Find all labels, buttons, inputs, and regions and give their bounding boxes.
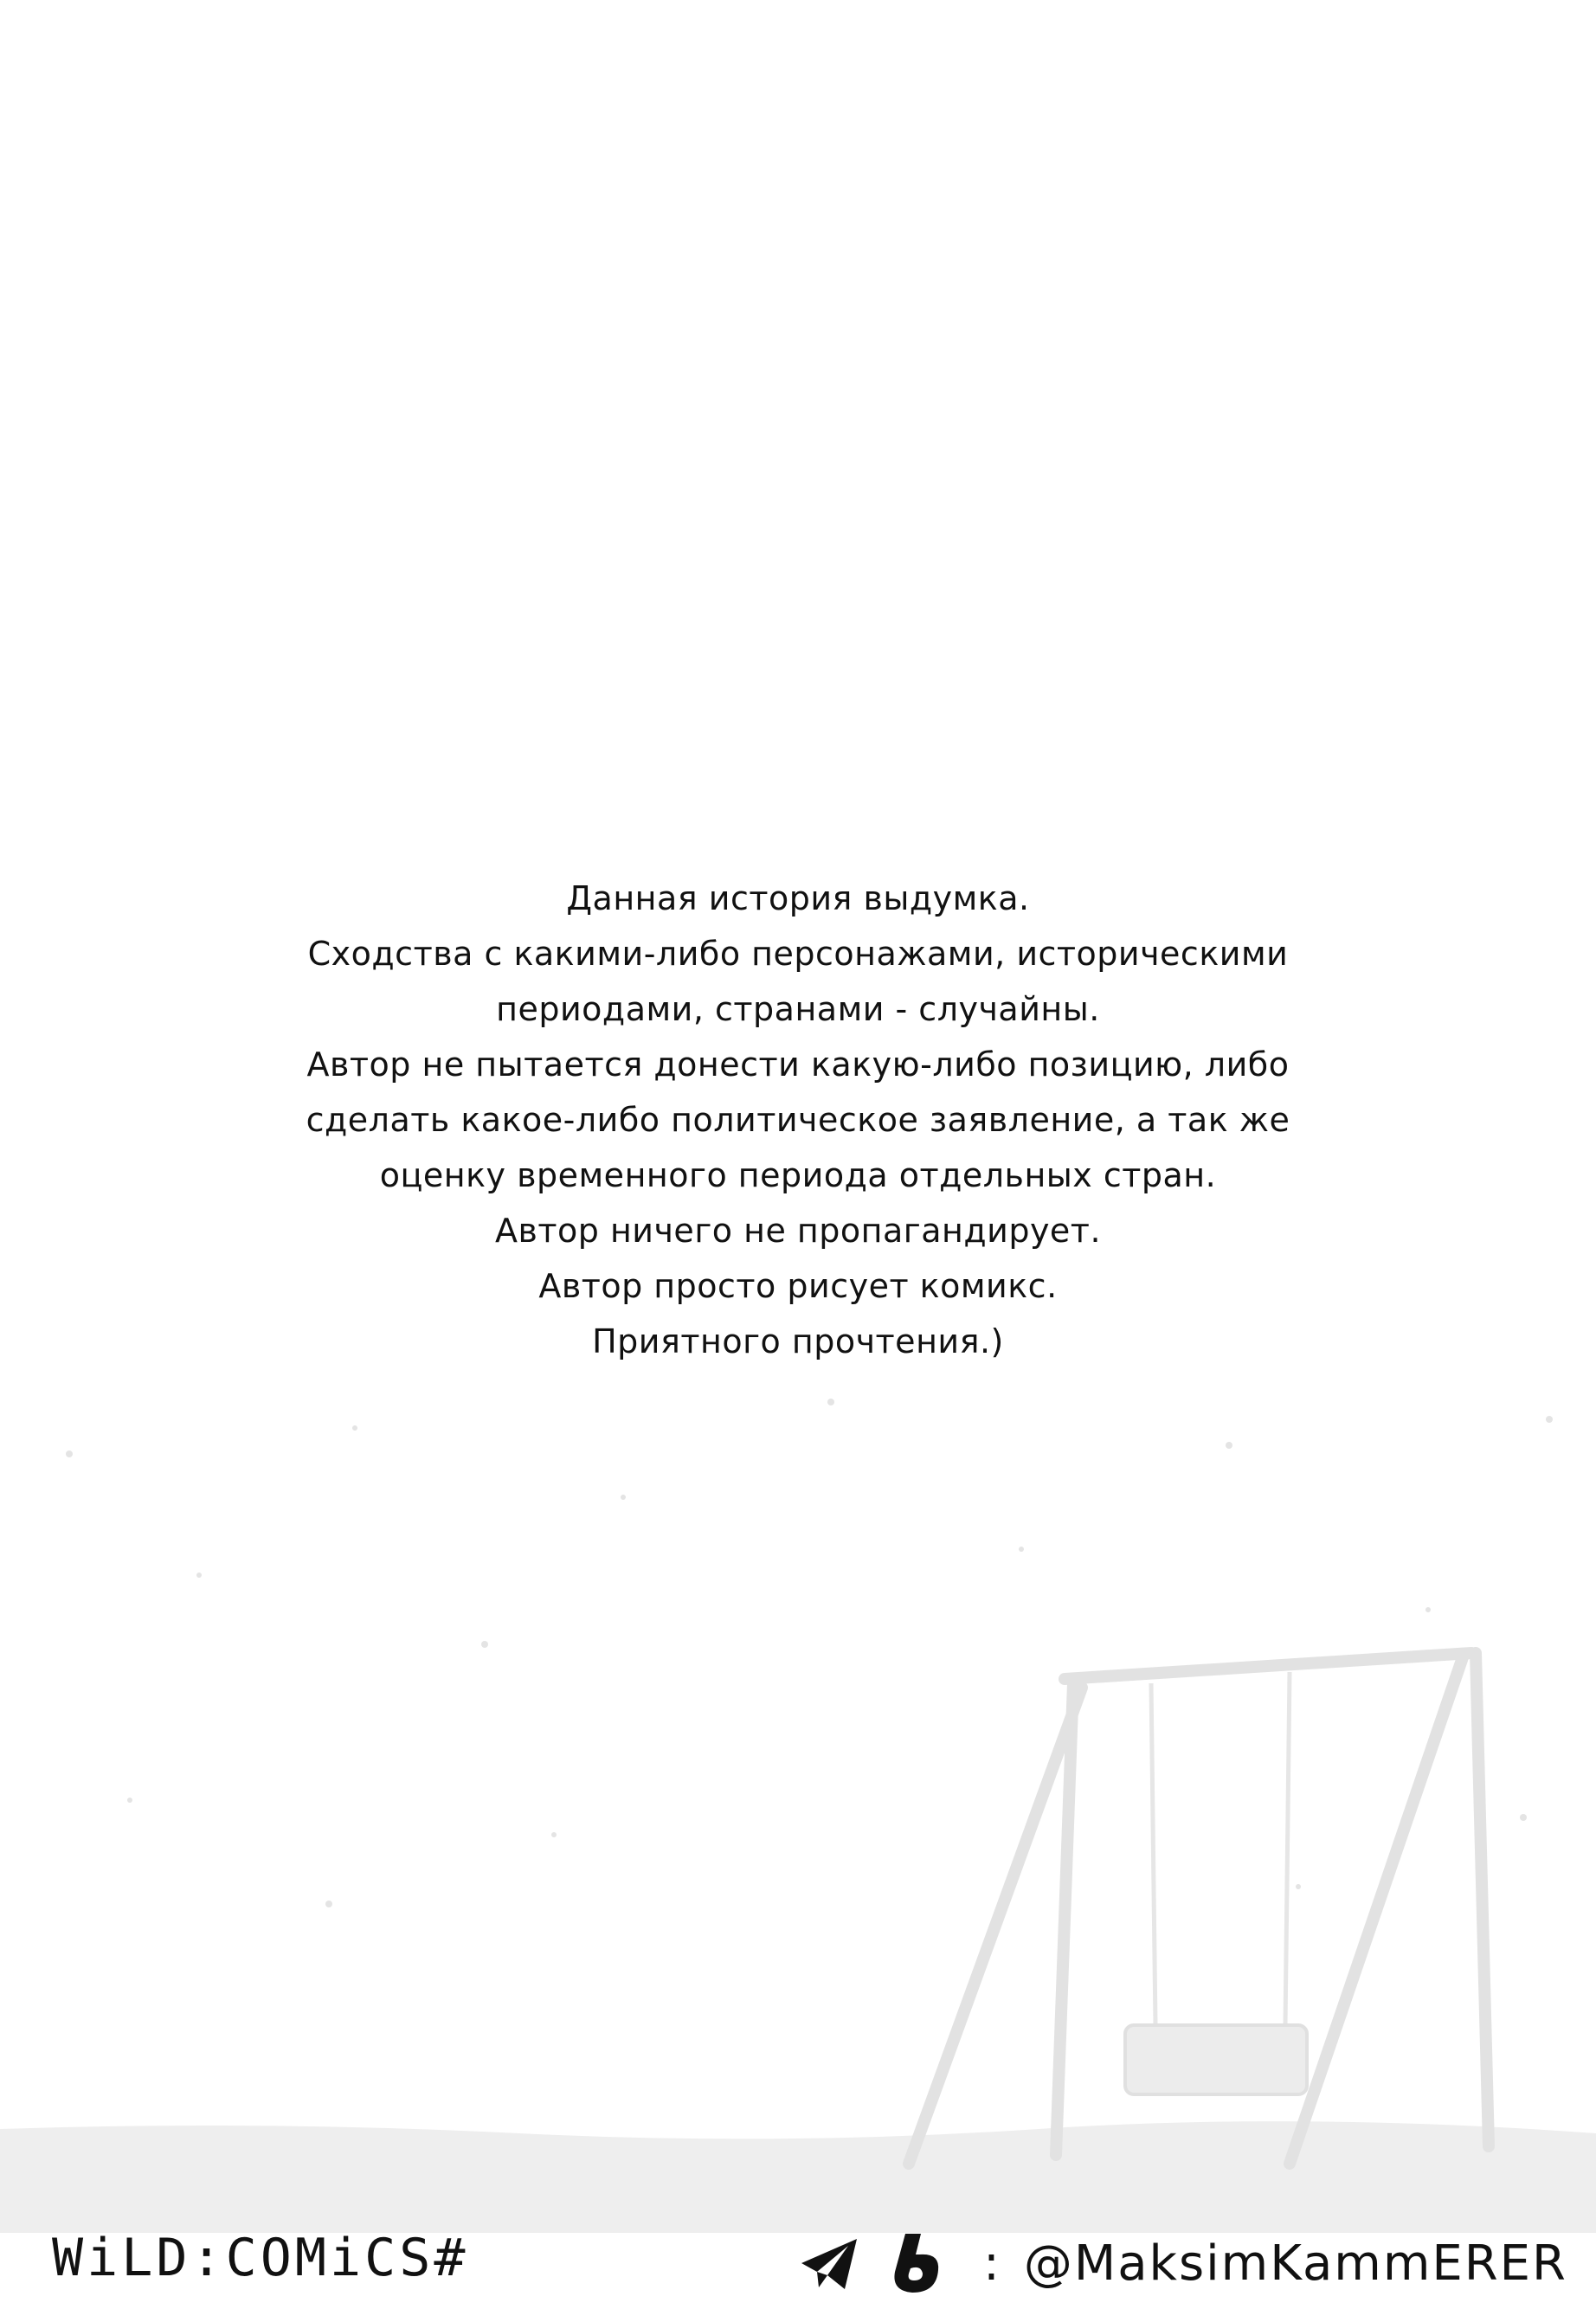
- swing-set-illustration: [0, 1350, 1596, 2233]
- brand-logo-text: WiLD:COMiCS#: [52, 2228, 469, 2288]
- disclaimer-line: Приятного прочтения.): [592, 1322, 1004, 1360]
- separator: :: [983, 2235, 1000, 2292]
- author-handle[interactable]: @MaksimKammERER: [1023, 2235, 1567, 2292]
- boosty-icon[interactable]: [883, 2230, 949, 2296]
- disclaimer-line: Автор просто рисует комикс.: [538, 1267, 1058, 1305]
- disclaimer-line: оценку временного периода отдельных стран.: [379, 1156, 1217, 1194]
- disclaimer-line: периодами, странами - случайны.: [496, 990, 1100, 1028]
- telegram-icon[interactable]: [796, 2230, 862, 2296]
- disclaimer-line: Автор ничего не пропагандирует.: [494, 1212, 1102, 1250]
- disclaimer-line: Данная история выдумка.: [566, 879, 1030, 917]
- disclaimer-line: Автор не пытается донести какую-либо позицию, либо: [306, 1045, 1290, 1084]
- footer: [0, 2216, 1596, 2322]
- disclaimer-line: сделать какое-либо политическое заявление, а так же: [306, 1101, 1290, 1139]
- disclaimer-line: Сходства с какими-либо персонажами, историческими: [307, 935, 1289, 973]
- disclaimer-text: [192, 871, 1404, 1369]
- social-links: [796, 2224, 1567, 2302]
